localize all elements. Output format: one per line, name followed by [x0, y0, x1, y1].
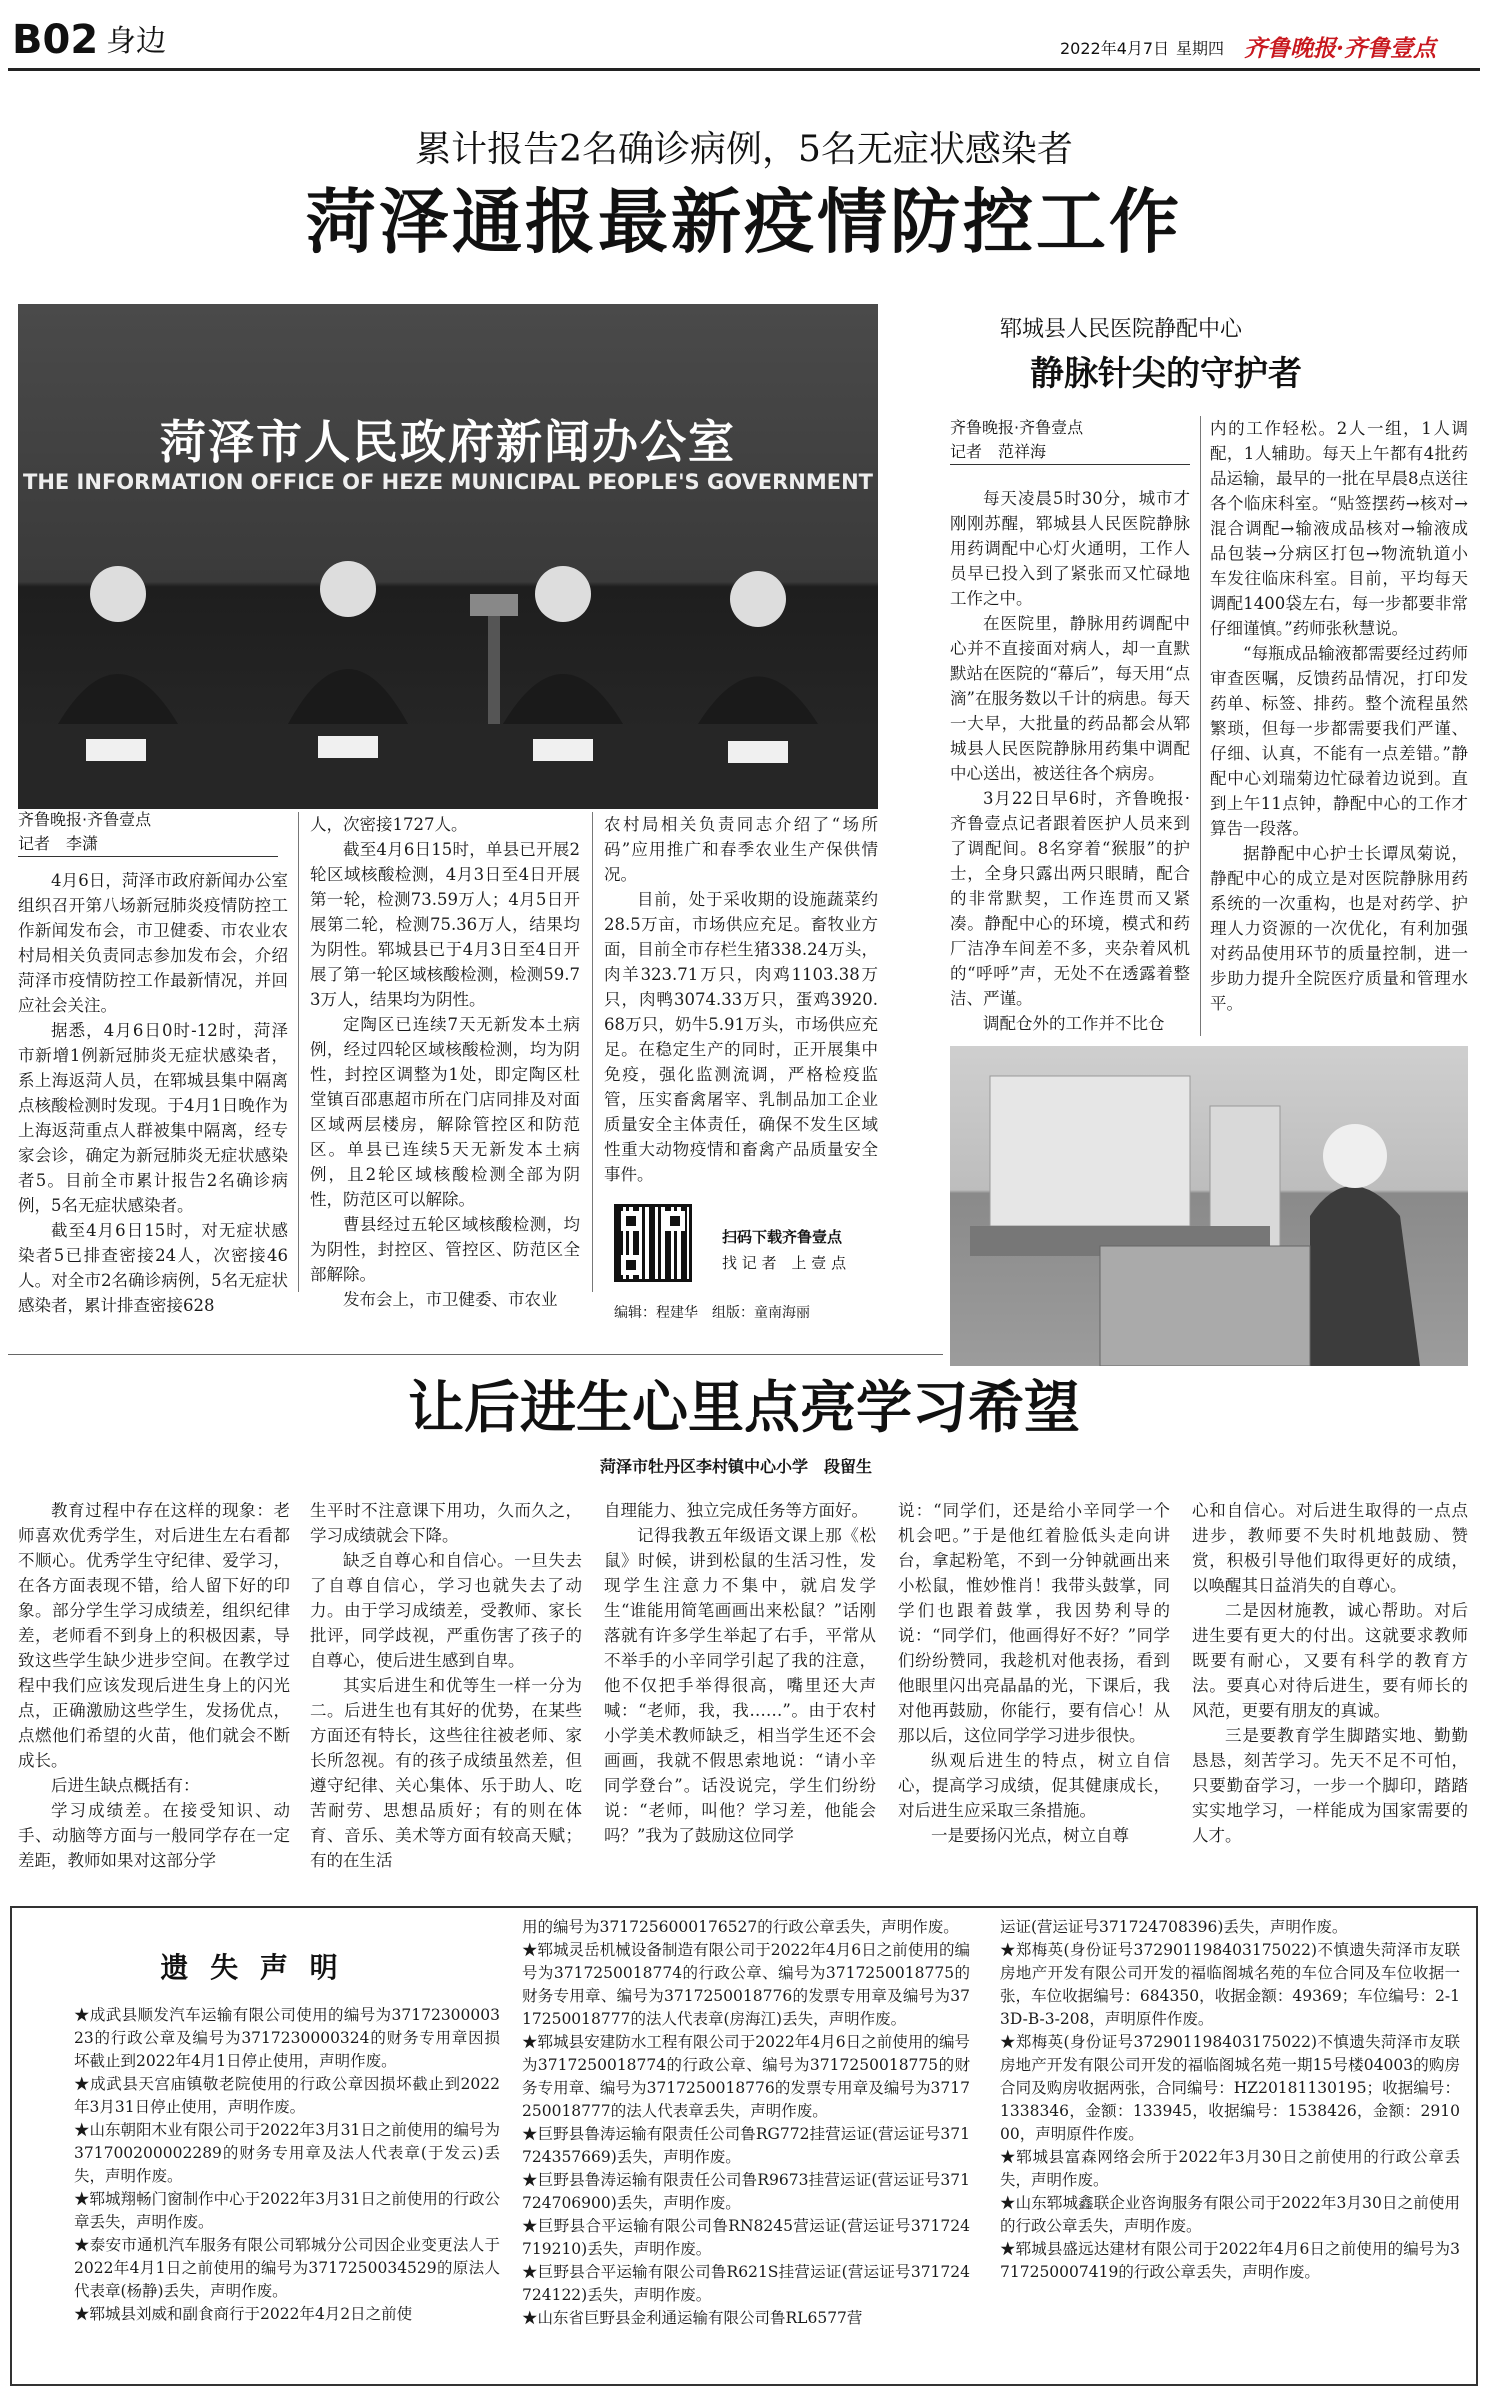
paragraph: 缺乏自尊心和自信心。一旦失去了自尊自信心，学习也就失去了动力。由于学习成绩差，受教师、家长批评，同学歧视，严重伤害了孩子的自尊心，使后进生感到自卑。	[310, 1551, 582, 1670]
qr-caption-2: 找 记 者 上 壹 点	[722, 1254, 847, 1272]
paragraph: 人，次密接1727人。	[310, 815, 468, 834]
paragraph: 自理能力、独立完成任务等方面好。	[604, 1501, 868, 1520]
issue-weekday: 星期四	[1176, 39, 1225, 58]
notice-item: ★郓城县富森网络会所于2022年3月30日之前使用的行政公章丢失，声明作废。	[1000, 2148, 1460, 2189]
notice-item: ★山东朝阳木业有限公司于2022年3月31日之前使用的编号为371700200002289的财务专用章及法人代表章(于发云)丢失，声明作废。	[74, 2121, 500, 2185]
paragraph: 心和自信心。对后进生取得的一点点进步，教师要不失时机地鼓励、赞赏，积极引导他们取得更好的成绩，以唤醒其日益消失的自尊心。	[1192, 1501, 1468, 1595]
section-name: 身边	[106, 24, 166, 59]
section-rule	[8, 1354, 943, 1355]
paragraph: 内的工作轻松。2人一组，1人调配，1人辅助。每天上午都有4批药品运输，最早的一批在早晨8点送往各个临床科室。“贴签摆药→核对→混合调配→输液成品核对→输液成品包装→分病区打包→物流轨道小车发往临床科室。目前，平均每天调配1400袋左右，每一步都要非常仔细谨慎。”药师张秋慧说。	[1210, 419, 1468, 638]
byline-outlet: 齐鲁晚报·齐鲁壹点	[18, 810, 152, 829]
paragraph: 3月22日早6时，齐鲁晚报·齐鲁壹点记者跟着医护人员来到了调配间。8名穿着“猴服”的护士，全身只露出两只眼睛，配合的非常默契，工作连贯而又紧凑。静配中心的环境，模式和药厂洁净车间差不多，夹杂着风机的“呼呼”声，无处不在透露着整洁、严谨。	[950, 789, 1190, 1008]
paragraph: 据静配中心护士长谭凤菊说，静配中心的成立是对医院静脉用药系统的一次重构，也是对药学、护理人力资源的一次优化，有利加强对药品使用环节的质量控制，进一步助力提升全院医疗质量和管理水平。	[1210, 844, 1468, 1013]
paragraph: 定陶区已连续7天无新发本土病例，经过四轮区域核酸检测，均为阴性，封控区调整为1处，即定陶区杜堂镇百邵惠超市所在门店同排及对面区域两层楼房，解除管控区和防范区。单县已连续5天无新发本土病例，且2轮区域核酸检测全部为阴性，防范区可以解除。	[310, 1015, 580, 1209]
notices-column-1	[74, 2004, 500, 2326]
notice-item: ★郑梅英(身份证号372901198403175022)不慎遗失菏泽市友联房地产开发有限公司开发的福临阁城名苑的车位合同及车位收据一张，车位收据编号：684350，收据金额：49369；车位编号：2-13D-B-3-208，声明原件作废。	[1000, 1941, 1460, 2028]
paragraph: 三是要教育学生脚踏实地、勤勤恳恳，刻苦学习。先天不足不可怕，只要勤奋学习，一步一个脚印，踏踏实实地学习，一样能成为国家需要的人才。	[1192, 1726, 1468, 1845]
notices-box	[10, 1906, 1478, 2386]
column-divider	[592, 812, 593, 1292]
notice-item: ★郓城县安建防水工程有限公司于2022年4月6日之前使用的编号为3717250018774的行政公章、编号为3717250018775的财务专用章、编号为3717250018776的发票专用章及编号为3717250018777的法人代表章丢失，声明作废。	[522, 2033, 970, 2120]
paragraph: 调配仓外的工作并不比仓	[983, 1014, 1165, 1033]
paragraph: 截至4月6日15时，对无症状感染者5已排查密接24人，次密接46人。对全市2名确诊病例，5名无症状感染者，累计排查密接628	[18, 1221, 288, 1315]
notice-item: ★郑梅英(身份证号372901198403175022)不慎遗失菏泽市友联房地产开发有限公司开发的福临阁城名苑一期15号楼04003的购房合同及购房收据两张，合同编号：HZ20181130195；收据编号：1338346，金额：133945，收据编号：1538426，金额：291000，声明原件作废。	[1000, 2033, 1460, 2143]
issue-date: 2022年4月7日	[1060, 39, 1170, 58]
press-conference-photo	[18, 304, 878, 809]
byline-outlet: 齐鲁晚报·齐鲁壹点	[950, 418, 1084, 437]
article3-column-3	[604, 1498, 876, 1848]
photo-backdrop-text-cn: 菏泽市人民政府新闻办公室	[160, 415, 736, 469]
article3-author: 菏泽市牡丹区李村镇中心小学 段留生	[600, 1457, 873, 1476]
paragraph: 生平时不注意课下用功，久而久之，学习成绩就会下降。	[310, 1501, 582, 1545]
notice-item: ★巨野县合平运输有限公司鲁R621S挂营运证(营运证号371724724122)丢失，声明作废。	[522, 2263, 970, 2304]
paragraph: 曹县经过五轮区域核酸检测，均为阴性，封控区、管控区、防范区全部解除。	[310, 1215, 580, 1284]
article3-column-1	[18, 1498, 290, 1873]
pharmacy-photo	[950, 1046, 1468, 1366]
paragraph: 目前，处于采收期的设施蔬菜约28.5万亩，市场供应充足。畜牧业方面，目前全市存栏生猪338.24万头，肉羊323.71万只，肉鸡1103.38万只，肉鸭3074.33万只，蛋鸡3920.68万只，奶牛5.91万头，市场供应充足。在稳定生产的同时，正开展集中免疫，强化监测流调，严格检疫监管，压实畜禽屠宰、乳制品加工企业质量安全主体责任，确保不发生区域性重大动物疫情和畜禽产品质量安全事件。	[604, 890, 878, 1184]
article3-column-2	[310, 1498, 582, 1873]
paragraph: “每瓶成品输液都需要经过药师审查医嘱，反馈药品情况，打印发药单、标签、排药。整个流程虽然繁琐，但每一步都需要我们严谨、仔细、认真，不能有一点差错。”静配中心刘瑞菊边忙碌着边说到。直到上午11点钟，静配中心的工作才算告一段落。	[1210, 644, 1468, 838]
paragraph: 农村局相关负责同志介绍了“场所码”应用推广和春季农业生产保供情况。	[604, 815, 878, 884]
column-divider	[298, 812, 299, 1292]
paragraph: 记得我教五年级语文课上那《松鼠》时候，讲到松鼠的生活习性，发现学生注意力不集中，就启发学生“谁能用简笔画画出来松鼠？”话刚落就有许多学生举起了右手，平常从不举手的小辛同学引起了我的注意，他不仅把手举得很高，嘴里还大声喊：“老师，我，我……”。由于农村小学美术教师缺乏，相当学生还不会画画，我就不假思索地说：“请小辛同学登台”。话没说完，学生们纷纷说：“老师，叫他？学习差，他能会吗？”我为了鼓励这位同学	[604, 1526, 876, 1845]
byline-reporter: 记者 范祥海	[950, 440, 1190, 465]
newspaper-logo: 齐鲁晚报·齐鲁壹点	[1244, 35, 1437, 62]
article2-title: 静脉针尖的守护者	[1030, 354, 1302, 394]
notice-item: ★巨野县合平运输有限公司鲁RN8245营运证(营运证号371724719210)丢失，声明作废。	[522, 2217, 970, 2258]
qr-caption-1: 扫码下载齐鲁壹点	[722, 1228, 843, 1246]
article1-column-1	[18, 868, 288, 1318]
header-rule	[8, 68, 1480, 71]
paragraph: 截至4月6日15时，单县已开展2轮区域核酸检测，4月3日至4日开展第一轮，检测73.59万人；4月5日开展第二轮，检测75.36万人，结果均为阴性。郓城县已于4月3日至4日开展了第一轮区域核酸检测，检测59.73万人，结果均为阴性。	[310, 840, 580, 1009]
notice-item: ★山东郓城鑫联企业咨询服务有限公司于2022年3月30日之前使用的行政公章丢失，声明作废。	[1000, 2194, 1460, 2235]
paragraph: 其实后进生和优等生一样一分为二。后进生也有其好的优势，在某些方面还有特长，这些往往被老师、家长所忽视。有的孩子成绩虽然差，但遵守纪律、关心集体、乐于助人、吃苦耐劳、思想品质好；有的则在体育、音乐、美术等方面有较高天赋；有的在生活	[310, 1676, 582, 1870]
article1-subtitle: 累计报告2名确诊病例，5名无症状感染者	[415, 129, 1073, 170]
notice-item: ★泰安市通机汽车服务有限公司郓城分公司因企业变更法人于2022年4月1日之前使用的编号为3717250034529的原法人代表章(杨静)丢失，声明作废。	[74, 2236, 500, 2300]
article1-column-2	[310, 812, 580, 1312]
paragraph: 纵观后进生的特点，树立自信心，提高学习成绩，促其健康成长，对后进生应采取三条措施。	[898, 1751, 1170, 1820]
editor-credits: 编辑：程建华 组版：童南海丽	[614, 1305, 810, 1321]
paragraph: 在医院里，静脉用药调配中心并不直接面对病人，却一直默默站在医院的“幕后”，每天用“点滴”在服务数以千计的病患。每天一大早，大批量的药品都会从郓城县人民医院静脉用药集中调配中心送出，被送往各个病房。	[950, 614, 1190, 783]
notice-item: ★巨野县鲁涛运输有限责任公司鲁RG772挂营运证(营运证号371724357669)丢失，声明作废。	[522, 2125, 970, 2166]
paragraph: 二是因材施教，诚心帮助。对后进生要有更大的付出。这就要求教师既要有耐心，又要有科学的教育方法。要真心对待后进生，要有师长的风范，更要有朋友的真诚。	[1192, 1601, 1468, 1720]
article2-kicker: 郓城县人民医院静配中心	[1000, 317, 1243, 342]
byline-reporter: 记者 李潇	[18, 832, 278, 857]
article2-byline	[950, 416, 1190, 465]
photo-figures	[950, 1046, 1468, 1366]
photo-figures	[18, 304, 878, 809]
paragraph: 4月6日，菏泽市政府新闻办公室组织召开第八场新冠肺炎疫情防控工作新闻发布会，市卫健委、市农业农村局相关负责同志参加发布会，介绍菏泽市疫情防控工作最新情况，并回应社会关注。	[18, 871, 288, 1015]
paragraph: 学习成绩差。在接受知识、动手、动脑等方面与一般同学存在一定差距，教师如果对这部分学	[18, 1801, 290, 1870]
article1-byline	[18, 808, 278, 857]
paragraph: 后进生缺点概括有：	[51, 1776, 200, 1795]
notices-title: 遗 失 声 明	[160, 1951, 344, 1984]
page-number: B02	[12, 17, 99, 63]
notice-item: 运证(营运证号371724708396)丢失，声明作废。	[1000, 1918, 1348, 1936]
article1-column-3	[604, 812, 878, 1187]
column-divider	[1200, 416, 1201, 1036]
paragraph: 一是要扬闪光点，树立自尊	[931, 1826, 1129, 1845]
paragraph: 据悉，4月6日0时-12时，菏泽市新增1例新冠肺炎无症状感染者，系上海返菏人员，在郓城县集中隔离点核酸检测时发现。于4月1日晚作为上海返菏重点人群被集中隔离，经专家会诊，确定为新冠肺炎无症状感染者5。目前全市累计报告2名确诊病例，5名无症状感染者。	[18, 1021, 288, 1215]
page-header	[0, 0, 1488, 70]
article3-title: 让后进生心里点亮学习希望	[408, 1375, 1080, 1441]
notices-column-2	[522, 1916, 970, 2330]
article3-column-4	[898, 1498, 1170, 1848]
article3-column-5	[1192, 1498, 1468, 1848]
notice-item: ★山东省巨野县金利通运输有限公司鲁RL6577营	[522, 2309, 863, 2327]
notice-item: ★郓城灵岳机械设备制造有限公司于2022年4月6日之前使用的编号为3717250018774的行政公章、编号为3717250018775的财务专用章、编号为3717250018776的发票专用章及编号为3717250018777的法人代表章(房海江)丢失，声明作废。	[522, 1941, 970, 2028]
notice-item: ★郓城县盛远达建材有限公司于2022年4月6日之前使用的编号为3717250007419的行政公章丢失，声明作废。	[1000, 2240, 1460, 2281]
notice-item: ★巨野县鲁涛运输有限责任公司鲁R9673挂营运证(营运证号371724706900)丢失，声明作废。	[522, 2171, 970, 2212]
article2-column-2	[1210, 416, 1468, 1016]
paragraph: 教育过程中存在这样的现象：老师喜欢优秀学生，对后进生左右看都不顺心。优秀学生守纪律、爱学习，在各方面表现不错，给人留下好的印象。部分学生学习成绩差，组织纪律差，老师看不到身上的积极因素，导致这些学生缺少进步空间。在教学过程中我们应该发现后进生身上的闪光点，正确激励这些学生，发扬优点，点燃他们希望的火苗，他们就会不断成长。	[18, 1501, 290, 1770]
paragraph: 说：“同学们，还是给小辛同学一个机会吧。”于是他红着脸低头走向讲台，拿起粉笔，不到一分钟就画出来小松鼠，惟妙惟肖！我带头鼓掌，同学们也跟着鼓掌，我因势利导的说：“同学们，他画得好不好？”同学们纷纷赞同，我趁机对他表扬，看到他眼里闪出亮晶晶的光，下课后，我对他再鼓励，你能行，要有信心！从那以后，这位同学学习进步很快。	[898, 1501, 1170, 1745]
paragraph: 发布会上，市卫健委、市农业	[343, 1290, 558, 1309]
notice-item: ★郓城翔畅门窗制作中心于2022年3月31日之前使用的行政公章丢失，声明作废。	[74, 2190, 500, 2231]
notice-item: ★成武县天宫庙镇敬老院使用的行政公章因损坏截止到2022年3月31日停止使用，声明作废。	[74, 2075, 500, 2116]
notice-item: ★成武县顺发汽车运输有限公司使用的编号为3717230000323的行政公章及编号为3717230000324的财务专用章因损坏截止到2022年4月1日停止使用，声明作废。	[74, 2006, 500, 2070]
notices-column-3	[1000, 1916, 1460, 2284]
article1-title: 菏泽通报最新疫情防控工作	[306, 180, 1182, 263]
paragraph: 每天凌晨5时30分，城市才刚刚苏醒，郓城县人民医院静脉用药调配中心灯火通明，工作人员早已投入到了紧张而又忙碌地工作之中。	[950, 489, 1190, 608]
qr-code[interactable]	[614, 1204, 692, 1282]
photo-backdrop-text-en: THE INFORMATION OFFICE OF HEZE MUNICIPAL PEOPLE'S GOVERNMENT	[23, 470, 873, 494]
article2-column-1	[950, 486, 1190, 1036]
notice-item: 用的编号为3717256000176527的行政公章丢失，声明作废。	[522, 1918, 959, 1936]
notice-item: ★郓城县刘威和副食商行于2022年4月2日之前使	[74, 2305, 413, 2323]
